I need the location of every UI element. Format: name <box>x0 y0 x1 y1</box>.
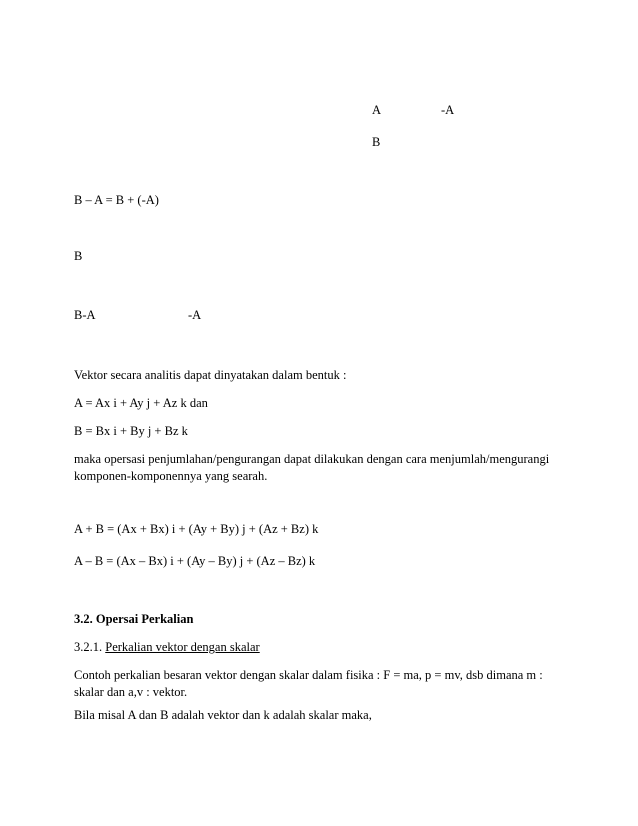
diagram-label-neg-a: -A <box>441 103 455 117</box>
difference-equation: A – B = (Ax – Bx) i + (Ay – By) j + (Az – Bz) k <box>74 554 316 568</box>
diagram2-label-b: B <box>74 249 83 263</box>
example-text-line1: Contoh perkalian besaran vektor dengan skalar dalam fisika : F = ma, p = mv, dsb dimana m : <box>74 668 543 682</box>
subsection-title: Perkalian vektor dengan skalar <box>105 640 260 654</box>
equation-b-minus-a: B – A = B + (-A) <box>74 193 159 207</box>
diagram2-label-neg-a: -A <box>188 308 202 322</box>
vector-a-definition: A = Ax i + Ay j + Az k dan <box>74 396 208 410</box>
diagram2-label-b-minus-a: B-A <box>74 308 96 322</box>
analytic-intro: Vektor secara analitis dapat dinyatakan dalam bentuk : <box>74 368 347 382</box>
subsection-heading <box>74 639 260 655</box>
subsection-number: 3.2.1. <box>74 640 103 654</box>
closing-text: Bila misal A dan B adalah vektor dan k adalah skalar maka, <box>74 708 372 722</box>
section-heading <box>74 611 193 627</box>
example-text-line2: skalar dan a,v : vektor. <box>74 685 188 699</box>
diagram-label-a: A <box>372 103 382 117</box>
vector-b-definition: B = Bx i + By j + Bz k <box>74 424 188 438</box>
section-title: Opersai Perkalian <box>95 612 194 626</box>
section-number: 3.2. <box>74 612 93 626</box>
operation-text-line1: maka opersasi penjumlahan/pengurangan dapat dilakukan dengan cara menjumlah/mengurangi <box>74 452 550 466</box>
operation-text-line2: komponen-komponennya yang searah. <box>74 469 268 483</box>
sum-equation: A + B = (Ax + Bx) i + (Ay + By) j + (Az + Bz) k <box>74 522 319 536</box>
diagram-label-b: B <box>372 135 381 149</box>
